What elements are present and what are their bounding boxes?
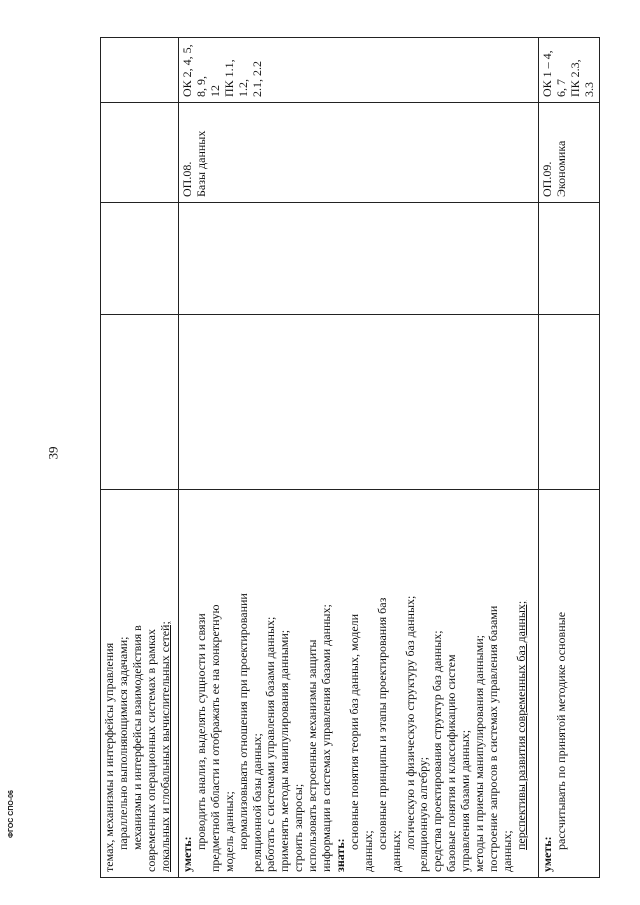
text-line: данных; [388,830,403,872]
text-line: данных; [499,830,514,872]
knowledge-heading: знать: [332,838,347,872]
text-line: реляционную алгебру; [416,756,431,872]
page-number: 39 [45,446,61,460]
discipline-cell [179,103,539,203]
table-row [179,38,539,878]
row2-empty-cell [179,315,539,490]
competency-line: ОК 2, 4, 5, 8, 9, [180,44,208,97]
text-line: средства проектирования структур баз данных; [430,630,445,872]
row3-content-cell [539,490,600,878]
footer-standard-code: ФГОС СПО-06 [8,790,15,838]
competency-line: 12 [207,85,222,97]
text-line: работать с системами управления базами данных; [263,616,278,872]
row2-empty-cell [179,203,539,315]
row1-empty-cell [101,103,179,203]
text-line: применять методы манипулирования данными; [277,629,292,872]
curriculum-table [100,37,600,878]
discipline-code: ОП.08. [180,161,194,197]
competencies-cell [539,38,600,103]
row2-content-cell [179,490,539,878]
discipline-name: Экономика [554,140,569,197]
text-line: построение запросов в системах управления базами [485,605,500,872]
text-line: рассчитывать по принятой методике основные [554,611,569,850]
skills-heading: уметь: [180,836,194,872]
competencies-cell [179,38,539,103]
competency-line: ПК 1.1, 1.2, [221,59,250,97]
text-line: методы и приемы манипулирования данными; [472,635,487,872]
text-line: локальных и глобальных вычислительных сетей; [157,621,172,872]
text-line: параллельно выполняющимися задачами; [115,636,130,850]
row1-empty-cell [101,38,179,103]
discipline-code: ОП.09. [540,161,555,197]
text-line: использовать встроенные механизмы защиты [305,639,320,872]
text-line: механизмы и интерфейсы взаимодействия в [129,625,144,850]
discipline-name: Базы данных [193,130,208,197]
discipline-cell [539,103,600,203]
text-line: строить запросы; [291,783,306,872]
text-line: данных; [360,830,375,872]
competency-line: ОК 1 – 4, 6, 7 [540,50,569,97]
row1-empty-cell [101,203,179,315]
text-line: информации в системах управления базами данных; [319,604,334,872]
text-line: предметной области и отображать ее на конкретную [207,604,222,872]
table-row [539,38,600,878]
row3-empty-cell [539,315,600,490]
rotated-table-container [100,38,600,878]
row1-content-cell [101,490,179,878]
text-line: реляционной базы данных; [249,733,264,872]
text-line: перспективы развития современных баз данных; [513,600,528,850]
row3-empty-cell [539,203,600,315]
table-row [101,38,179,878]
text-line: модель данных; [221,791,236,872]
text-line: управления базами данных; [458,729,473,872]
text-line: современных операционных системах в рамках [143,628,158,872]
text-line: логическую и физическую структуру баз данных; [402,595,417,850]
competency-line: 2.1, 2.2 [249,61,264,97]
row1-empty-cell [101,315,179,490]
competency-line: ПК 2.3, 3.3 [568,59,597,97]
text-line: основные понятия теории баз данных, модели [346,613,361,850]
text-line: нормализовывать отношения при проектировании [235,593,250,850]
text-line: основные принципы и этапы проектирования баз [374,597,389,850]
text-line: базовые понятия и классификацию систем [444,654,459,872]
skills-heading: уметь: [540,836,555,872]
text-line: темах, механизмы и интерфейсы управления [102,642,116,872]
text-line: проводить анализ, выделять сущности и связи [193,613,208,850]
